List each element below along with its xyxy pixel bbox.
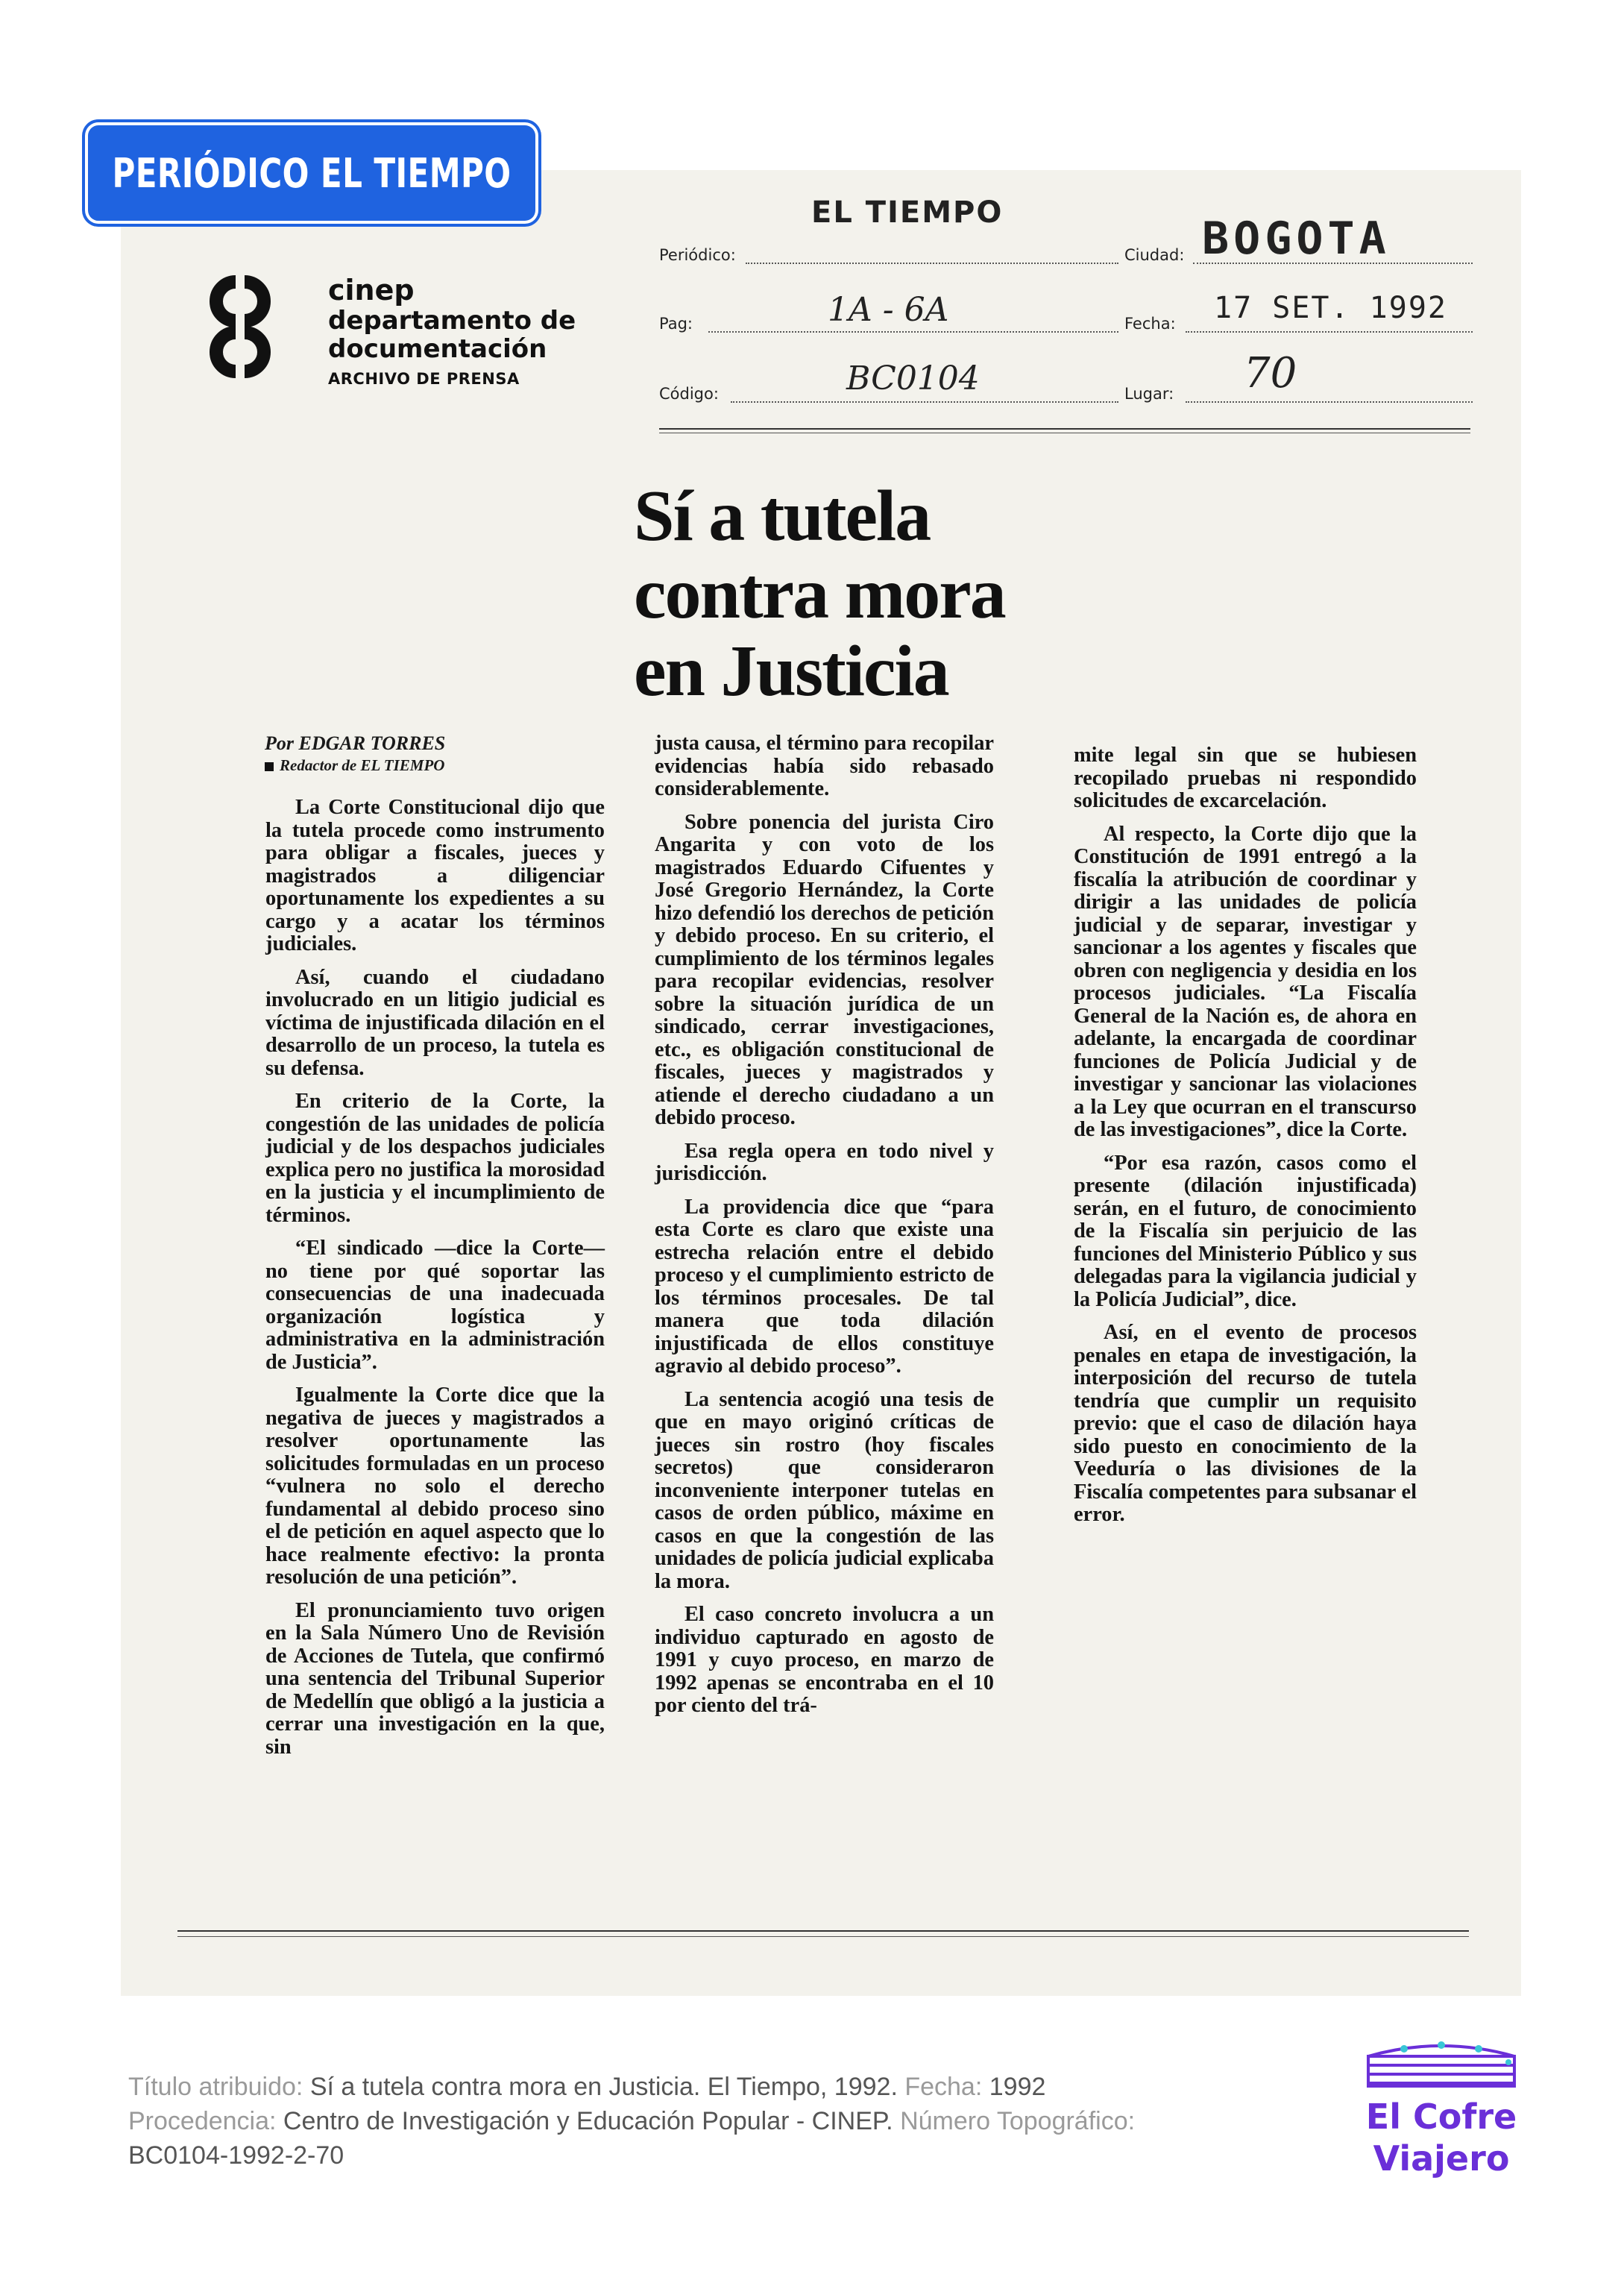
- footer-rule: [177, 1930, 1469, 1932]
- codigo-value: BC0104: [846, 359, 980, 398]
- cinep-name: cinep: [328, 274, 415, 307]
- header-rule: [659, 428, 1470, 430]
- caption-fecha-value: 1992: [989, 2073, 1046, 2101]
- paragraph: mite legal sin que se hubiesen recopilado pruebas ni respondido solicitudes de excarcelación.: [1074, 744, 1417, 812]
- el-cofre-viajero-logo: [1356, 2040, 1527, 2177]
- fecha-value: 17 SET. 1992: [1214, 291, 1447, 325]
- caption-titulo-label: Título atribuido:: [128, 2073, 303, 2101]
- pag-label: Pag:: [659, 315, 693, 333]
- byline-role: [265, 756, 608, 775]
- fecha-line: [1186, 331, 1473, 333]
- cinep-logo-icon: [192, 271, 288, 382]
- caption-titulo-value: Sí a tutela contra mora en Justicia. El Tiempo, 1992.: [309, 2073, 898, 2101]
- lugar-line: [1186, 401, 1473, 403]
- caption-procedencia-label: Procedencia:: [128, 2107, 277, 2135]
- codigo-label: Código:: [659, 385, 719, 403]
- cinep-dept-line2: documentación: [328, 333, 547, 364]
- article-headline: [634, 477, 1005, 710]
- paragraph: Al respecto, la Corte dijo que la Constitución de 1991 entregó a la fiscalía la atribución de coordinar y dirigir a las unidades de policía judicial y de separar, investigar y sancionar a los agentes y fiscales que obren con negligencia y desidia en los procesos judiciales. “La Fiscalía General de la Nación es, de ahora en adelante, la encargada de coordinar funciones de Policía Judicial y de investigar y sancionar las violaciones a la Ley que ocurran en el transcurso de las investigaciones”, dice la Corte.: [1074, 822, 1417, 1141]
- article-column-3: [1074, 744, 1417, 1537]
- cinep-archive: ARCHIVO DE PRENSA: [328, 369, 520, 388]
- periodico-label: Periódico:: [659, 246, 736, 264]
- paragraph: Esa regla opera en todo nivel y jurisdicción.: [655, 1139, 994, 1185]
- article-column-1: [265, 797, 605, 1769]
- caption-numero-value: BC0104-1992-2-70: [128, 2141, 344, 2170]
- cinep-dept-line1: departamento de: [328, 305, 576, 336]
- byline: [265, 732, 608, 775]
- periodico-line: [746, 263, 1118, 264]
- pag-value: 1A - 6A: [828, 291, 949, 329]
- paragraph: El pronunciamiento tuvo origen en la Sala Número Uno de Revisión de Acciones de Tutela, que confirmó una sentencia del Tribunal Superior de Medellín que obligó a la justicia a cerrar una investigación en la que, sin: [265, 1598, 605, 1759]
- caption-fecha-label: Fecha:: [904, 2073, 983, 2101]
- caption-procedencia-value: Centro de Investigación y Educación Popular - CINEP.: [283, 2107, 893, 2135]
- paragraph: Sobre ponencia del jurista Ciro Angarita y con voto de los magistrados Eduardo Cifuentes y José Gregorio Hernández, la Corte hizo defendió los derechos de petición y debido proceso. En su criterio, el cumplimiento de los términos legales para recopilar evidencias, resolver sobre la situación jurídica de un sindicado, cerrar investigaciones, etc., es obligación constitucional de fiscales, jueces y magistrados y atiende el derecho ciudadano a un debido proceso.: [655, 810, 994, 1129]
- paragraph: Igualmente la Corte dice que la negativa de jueces y magistrados a resolver oportunamente las solicitudes formuladas en un proceso “vulnera no solo el derecho fundamental al debido proceso sino el de petición en aquel aspecto que lo hace realmente efectivo: la pronta resolución de una petición”.: [265, 1384, 605, 1589]
- codigo-line: [731, 401, 1118, 403]
- paragraph: La sentencia acogió una tesis de que en mayo originó críticas de jueces sin rostro (hoy fiscales secretos) que consideraron inconveniente interponer tutelas en casos de orden público, máxime en casos en que la congestión de las unidades de policía judicial explicaba la mora.: [655, 1387, 994, 1593]
- fecha-label: Fecha:: [1124, 315, 1176, 333]
- paragraph: “Por esa razón, casos como el presente (dilación injustificada) serán, en el futuro, de conocimiento de la Fiscalía sin perjuicio de las funciones del Ministerio Público y sus delegadas para la vigilancia judicial y la Policía Judicial”, dice.: [1074, 1151, 1417, 1311]
- chest-icon: [1359, 2040, 1523, 2094]
- logo-line-2: Viajero: [1373, 2138, 1510, 2179]
- footer-rule-thin: [177, 1936, 1469, 1937]
- cinep-header: [328, 274, 576, 388]
- byline-role-text: Redactor de EL TIEMPO: [280, 756, 445, 774]
- paragraph: Así, en el evento de procesos penales en etapa de investigación, la interposición del recurso de tutela tendría que cumplir un requisito previo: que el caso de dilación haya sido puesto en conocimiento de la Veeduría o las divisiones de la Fiscalía competentes para subsanar el error.: [1074, 1321, 1417, 1526]
- paragraph: El caso concreto involucra a un individuo capturado en agosto de 1991 y cuyo proceso, en marzo de 1992 apenas se encontraba en el 10 por ciento del trá-: [655, 1603, 994, 1717]
- square-bullet-icon: [265, 762, 274, 771]
- paragraph: Así, cuando el ciudadano involucrado en un litigio judicial es víctima de injustificada dilación en el desarrollo de un proceso, la tutela es su defensa.: [265, 965, 605, 1080]
- ciudad-value: BOGOTA: [1202, 213, 1391, 265]
- stamp-label: PERIÓDICO EL TIEMPO: [112, 149, 512, 197]
- archive-caption: [128, 2070, 1291, 2173]
- lugar-value: 70: [1244, 349, 1297, 398]
- headline-line-2: contra mora: [634, 553, 1005, 634]
- periodico-stamp: [88, 125, 535, 221]
- ciudad-label: Ciudad:: [1124, 246, 1185, 264]
- headline-line-1: Sí a tutela: [634, 476, 931, 556]
- paragraph: La providencia dice que “para esta Corte es claro que existe una estrecha relación entre el debido proceso y el cumplimiento estricto de los términos procesales. De tal manera que toda dilación injustificada de ellos constituye agravio al debido proceso”.: [655, 1195, 994, 1378]
- byline-author: Por EDGAR TORRES: [265, 732, 446, 754]
- paragraph: En criterio de la Corte, la congestión de las unidades de policía judicial y de los despachos judiciales explica pero no justifica la morosidad en la justicia y el incumplimiento de términos.: [265, 1090, 605, 1227]
- paragraph: justa causa, el término para recopilar evidencias había sido rebasado considerablemente.: [655, 732, 994, 800]
- caption-numero-label: Número Topográfico:: [900, 2107, 1136, 2135]
- logo-line-1: El Cofre: [1365, 2097, 1517, 2137]
- paragraph: La Corte Constitucional dijo que la tutela procede como instrumento para obligar a fiscales, jueces y magistrados a diligenciar oportunamente los expedientes a su cargo y a acatar los términos judiciales.: [265, 796, 605, 955]
- headline-line-3: en Justicia: [634, 631, 948, 712]
- article-column-2: [655, 732, 994, 1728]
- pag-line: [708, 331, 1118, 333]
- lugar-label: Lugar:: [1124, 385, 1174, 403]
- periodico-value: EL TIEMPO: [811, 195, 1004, 230]
- paragraph: “El sindicado —dice la Corte— no tiene por qué soportar las consecuencias de una inadecuada organización logística y administrativa en la administración de Justicia”.: [265, 1237, 605, 1374]
